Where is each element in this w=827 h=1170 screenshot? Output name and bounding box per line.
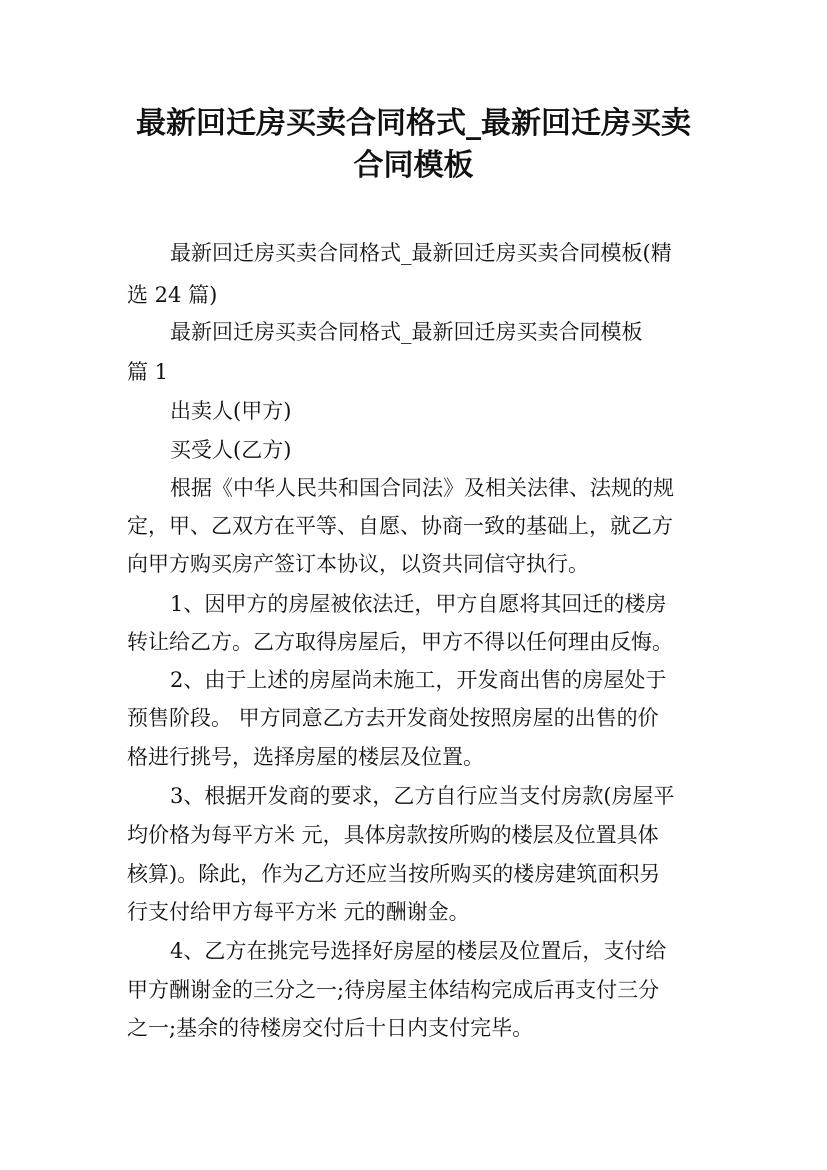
paragraph-line: 选 24 篇) bbox=[127, 283, 218, 307]
paragraph-line: 预售阶段。 甲方同意乙方去开发商处按照房屋的出售的价 bbox=[127, 706, 659, 730]
paragraph-line: 1、因甲方的房屋被依法迁，甲方自愿将其回迁的楼房 bbox=[170, 592, 667, 616]
document-title-line-1: 最新回迁房买卖合同格式_最新回迁房买卖 bbox=[136, 106, 691, 141]
paragraph-line: 转让给乙方。乙方取得房屋后，甲方不得以任何理由反悔。 bbox=[127, 630, 673, 654]
paragraph-line: 2、由于上述的房屋尚未施工，开发商出售的房屋处于 bbox=[170, 668, 667, 692]
paragraph-line: 之一;基余的待楼房交付后十日内支付完毕。 bbox=[127, 1016, 534, 1040]
paragraph-line: 核算)。除此，作为乙方还应当按所购买的楼房建筑面积另 bbox=[127, 862, 661, 886]
paragraph-line: 3、根据开发商的要求，乙方自行应当支付房款(房屋平 bbox=[170, 784, 675, 808]
paragraph-line: 4、乙方在挑完号选择好房屋的楼层及位置后，支付给 bbox=[170, 939, 667, 963]
paragraph-line: 向甲方购买房产签订本协议，以资共同信守执行。 bbox=[127, 552, 589, 576]
paragraph-line: 买受人(乙方) bbox=[170, 438, 292, 462]
paragraph-line: 定，甲、乙双方在平等、自愿、协商一致的基础上，就乙方 bbox=[127, 514, 673, 538]
document-title-line-2: 合同模板 bbox=[353, 148, 474, 183]
paragraph-line: 最新回迁房买卖合同格式_最新回迁房买卖合同模板(精 bbox=[170, 241, 672, 265]
paragraph-line: 均价格为每平方米 元，具体房款按所购的楼层及位置具体 bbox=[127, 823, 659, 847]
paragraph-line: 根据《中华人民共和国合同法》及相关法律、法规的规 bbox=[170, 476, 674, 500]
paragraph-line: 篇 1 bbox=[127, 360, 169, 384]
paragraph-line: 出卖人(甲方) bbox=[170, 399, 292, 423]
paragraph-line: 最新回迁房买卖合同格式_最新回迁房买卖合同模板 bbox=[170, 320, 643, 344]
paragraph-line: 行支付给甲方每平方米 元的酬谢金。 bbox=[127, 900, 470, 924]
paragraph-line: 甲方酬谢金的三分之一;待房屋主体结构完成后再支付三分 bbox=[127, 978, 660, 1002]
paragraph-line: 格进行挑号，选择房屋的楼层及位置。 bbox=[127, 745, 484, 769]
